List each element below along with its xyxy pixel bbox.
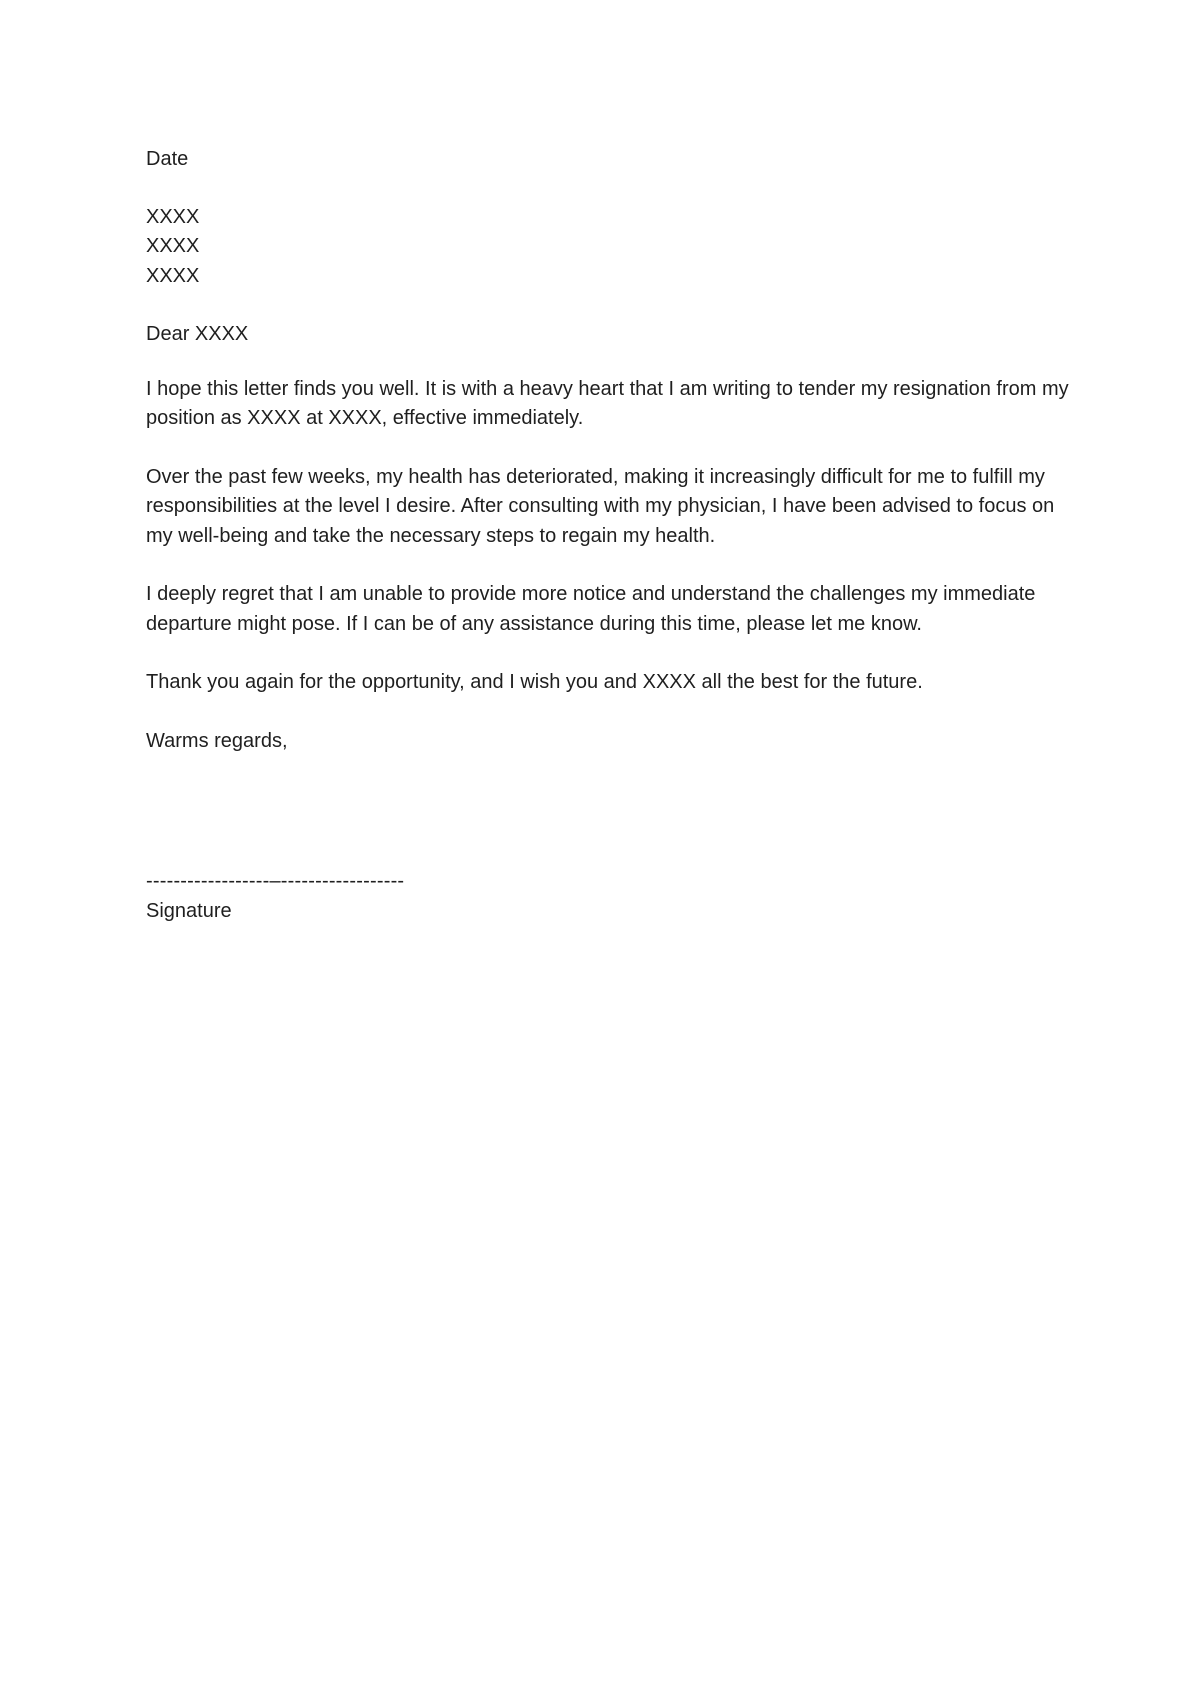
signature-label: Signature bbox=[146, 899, 232, 922]
body-paragraph: I deeply regret that I am unable to provide more notice and understand the challenges my immediate departure might pose. If I can be of any assistance during this time, please let me know. bbox=[146, 583, 1036, 635]
recipient-address-block bbox=[146, 203, 1086, 292]
signature-rule: ------------------–------------------ bbox=[146, 870, 405, 892]
date-line: Date bbox=[146, 148, 189, 170]
recipient-line: XXXX bbox=[146, 205, 200, 228]
closing-line: Warms regards, bbox=[146, 729, 288, 752]
salutation: Dear XXXX bbox=[146, 323, 249, 345]
resignation-letter bbox=[146, 145, 1086, 926]
body-paragraph: Over the past few weeks, my health has deteriorated, making it increasingly difficult for me to fulfill my responsibilities at the level I desire. After consulting with my physician, I have been advised to focus on my well-being and take the necessary steps to regain my health. bbox=[146, 465, 1055, 547]
signature-block bbox=[146, 867, 1086, 926]
recipient-line: XXXX bbox=[146, 235, 200, 257]
recipient-line: XXXX bbox=[146, 264, 200, 287]
body-paragraph: Thank you again for the opportunity, and I wish you and XXXX all the best for the future. bbox=[146, 671, 923, 693]
body-paragraph: I hope this letter finds you well. It is with a heavy heart that I am writing to tender my resignation from my position as XXXX at XXXX, effective immediately. bbox=[146, 377, 1069, 429]
